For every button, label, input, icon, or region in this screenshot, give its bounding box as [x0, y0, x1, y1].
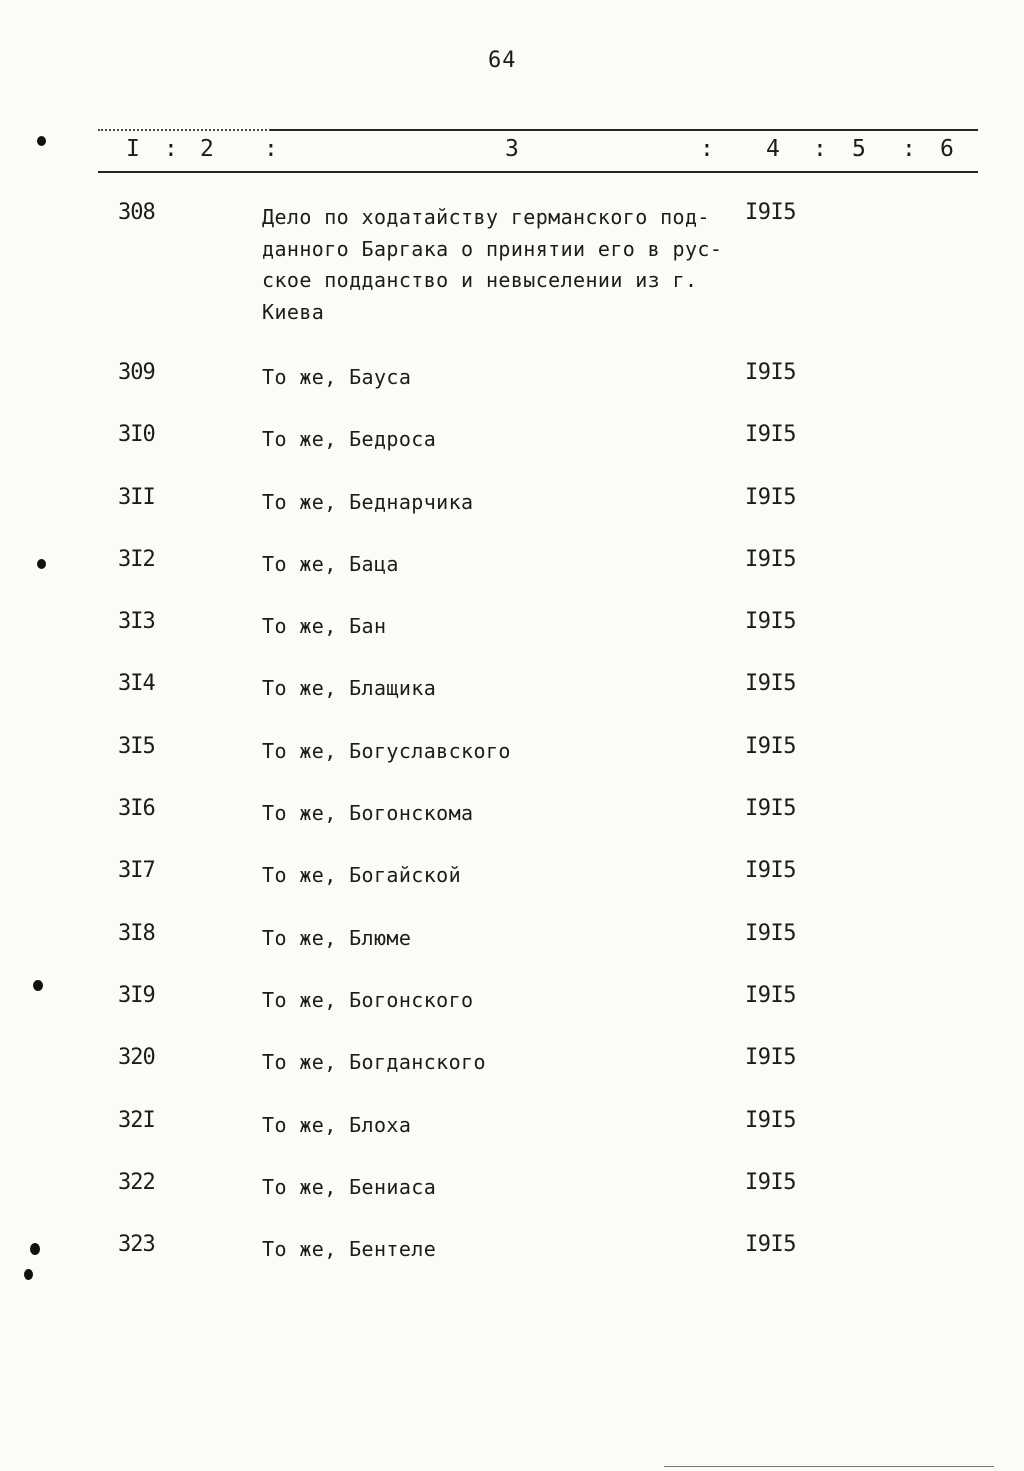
- punch-hole-mark: [33, 980, 43, 991]
- header-col-3: 3: [505, 136, 519, 162]
- punch-hole-mark: [37, 559, 46, 569]
- row-description: То же, Бентеле: [262, 1237, 437, 1262]
- row-number: 3I7: [118, 858, 155, 884]
- table-body: [0, 200, 1024, 1294]
- row-number: 308: [118, 200, 155, 225]
- row-number: 3I9: [118, 982, 155, 1008]
- row-year: I9I5: [745, 200, 796, 225]
- table-row: [0, 485, 1024, 547]
- row-description: То же, Богонскома: [262, 801, 474, 826]
- header-col-5: 5: [852, 136, 866, 162]
- row-number: 322: [118, 1169, 155, 1195]
- row-description: То же, Богуславского: [262, 738, 511, 763]
- table-row: [0, 1232, 1024, 1294]
- row-number: 32I: [118, 1107, 155, 1133]
- row-description: То же, Богонского: [262, 987, 474, 1012]
- row-number: 3II: [118, 484, 155, 510]
- row-year: I9I5: [745, 422, 796, 448]
- row-description: То же, Беднарчика: [262, 489, 474, 514]
- table-row: [0, 858, 1024, 920]
- row-description: Дело по ходатайству германского под- данного Баргака о принятии его в рус- ское подданство и невыселении из г. Киева: [262, 205, 723, 324]
- header-sep-5: :: [902, 136, 916, 162]
- page-number: 64: [488, 48, 517, 73]
- row-year: I9I5: [745, 920, 796, 946]
- table-row: [0, 983, 1024, 1045]
- row-year: I9I5: [745, 796, 796, 822]
- row-year: I9I5: [745, 733, 796, 759]
- punch-hole-mark: [24, 1269, 33, 1280]
- row-description: То же, Богданского: [262, 1050, 486, 1075]
- table-row: [0, 200, 1024, 360]
- row-year: I9I5: [745, 858, 796, 884]
- table-row: [0, 921, 1024, 983]
- header-bottom-rule: [98, 171, 978, 173]
- header-col-6: 6: [940, 136, 954, 162]
- row-year: I9I5: [745, 1232, 796, 1258]
- table-row: [0, 734, 1024, 796]
- row-number: 309: [118, 360, 155, 385]
- table-row: [0, 1108, 1024, 1170]
- punch-hole-mark: [30, 1243, 40, 1255]
- row-year: I9I5: [745, 360, 796, 385]
- row-description: То же, Бауса: [262, 365, 412, 389]
- row-number: 323: [118, 1232, 155, 1258]
- header-sep-3: :: [700, 136, 714, 162]
- header-top-rule-dotted: [98, 129, 274, 131]
- row-description: То же, Бедроса: [262, 427, 437, 452]
- row-year: I9I5: [745, 982, 796, 1008]
- row-number: 3I4: [118, 671, 155, 697]
- row-year: I9I5: [745, 609, 796, 635]
- row-year: I9I5: [745, 1169, 796, 1195]
- row-number: 320: [118, 1045, 155, 1071]
- table-row: [0, 609, 1024, 671]
- header-sep-2: :: [264, 136, 278, 162]
- table-row: [0, 796, 1024, 858]
- row-year: I9I5: [745, 484, 796, 510]
- row-number: 3I0: [118, 422, 155, 448]
- row-number: 3I3: [118, 609, 155, 635]
- row-year: I9I5: [745, 671, 796, 697]
- header-col-1: I: [126, 136, 140, 162]
- row-number: 3I2: [118, 546, 155, 572]
- row-year: I9I5: [745, 1045, 796, 1071]
- table-row: [0, 422, 1024, 484]
- row-description: То же, Блащика: [262, 676, 437, 701]
- table-row: [0, 1045, 1024, 1107]
- row-description: То же, Баца: [262, 551, 399, 576]
- header-sep-1: :: [164, 136, 178, 162]
- row-year: I9I5: [745, 1107, 796, 1133]
- table-row: [0, 360, 1024, 422]
- table-row: [0, 671, 1024, 733]
- row-description: То же, Бан: [262, 614, 387, 639]
- table-row: [0, 547, 1024, 609]
- row-description: То же, Блюме: [262, 925, 412, 950]
- header-col-2: 2: [200, 136, 214, 162]
- header-col-4: 4: [766, 136, 780, 162]
- bottom-edge-line: [664, 1466, 994, 1467]
- row-description: То же, Бениаса: [262, 1174, 437, 1199]
- table-row: [0, 1170, 1024, 1232]
- row-number: 3I8: [118, 920, 155, 946]
- row-year: I9I5: [745, 546, 796, 572]
- row-number: 3I6: [118, 796, 155, 822]
- punch-hole-mark: [37, 136, 46, 146]
- header-top-rule: [270, 129, 978, 131]
- row-description: То же, Блоха: [262, 1112, 412, 1137]
- row-description: То же, Богайской: [262, 863, 462, 888]
- header-sep-4: :: [813, 136, 827, 162]
- row-number: 3I5: [118, 733, 155, 759]
